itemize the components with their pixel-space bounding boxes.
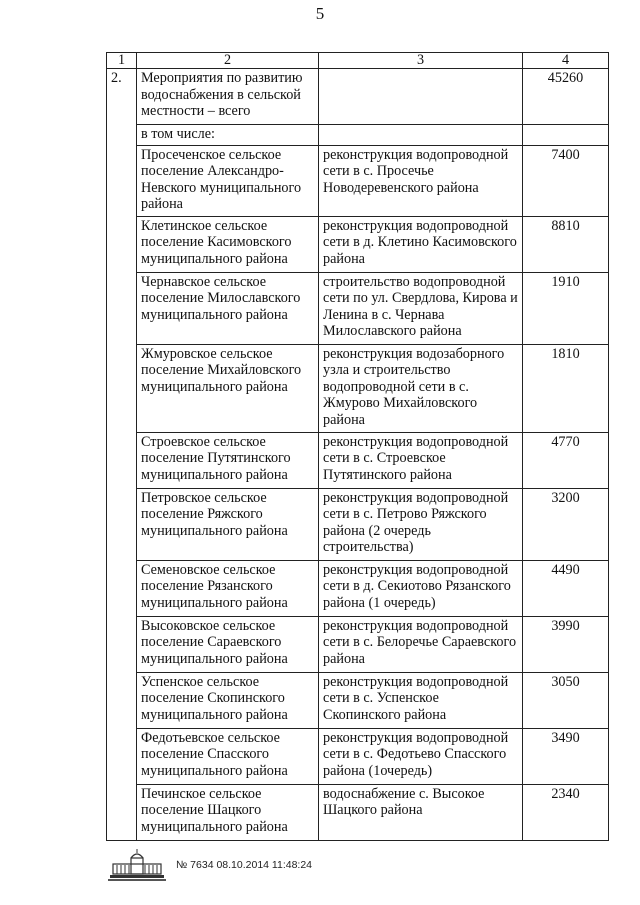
- table-row: [107, 432, 609, 488]
- project-description: реконструкция водопроводной сети в с. Белоречье Сараевского района: [319, 616, 523, 672]
- table-row: [107, 728, 609, 784]
- main-row-amount: 45260: [523, 69, 609, 125]
- project-amount: 1810: [523, 344, 609, 432]
- row-number: 2.: [107, 69, 137, 841]
- main-row-name: Мероприятия по развитию водоснабжения в сельской местности – всего: [137, 69, 319, 125]
- project-amount: 3490: [523, 728, 609, 784]
- page-number: 5: [315, 4, 325, 23]
- project-description: реконструкция водопроводной сети в с. Строевское Путятинского района: [319, 432, 523, 488]
- project-amount: 1910: [523, 272, 609, 344]
- table-row: [107, 784, 609, 840]
- project-amount: 3050: [523, 672, 609, 728]
- header-cell-2: 2: [137, 53, 319, 69]
- header-cell-1: 1: [107, 53, 137, 69]
- project-amount: 7400: [523, 145, 609, 216]
- settlement-name: Успенское сельское поселение Скопинского муниципального района: [137, 672, 319, 728]
- project-description: реконструкция водопроводной сети в с. Просечье Новодеревенского района: [319, 145, 523, 216]
- settlement-name: Федотьевское сельское поселение Спасского муниципального района: [137, 728, 319, 784]
- settlement-name: Строевское сельское поселение Путятинского муниципального района: [137, 432, 319, 488]
- subheader-row: [107, 125, 609, 146]
- table-row: [107, 488, 609, 560]
- subheader-desc-empty: [319, 125, 523, 146]
- government-building-icon: [104, 848, 170, 882]
- settlement-name: Просеченское сельское поселение Александро-Невского муниципального района: [137, 145, 319, 216]
- project-amount: 8810: [523, 216, 609, 272]
- project-amount: 3200: [523, 488, 609, 560]
- table-row: [107, 145, 609, 216]
- settlement-name: Семеновское сельское поселение Рязанского муниципального района: [137, 560, 319, 616]
- project-description: реконструкция водопроводной сети в д. Клетино Касимовского района: [319, 216, 523, 272]
- settlement-name: Жмуровское сельское поселение Михайловского муниципального района: [137, 344, 319, 432]
- funding-table: [106, 52, 609, 841]
- subheader-label: в том числе:: [137, 125, 319, 146]
- table-header-row: [107, 53, 609, 69]
- settlement-name: Петровское сельское поселение Ряжского муниципального района: [137, 488, 319, 560]
- project-amount: 4490: [523, 560, 609, 616]
- settlement-name: Высоковское сельское поселение Сараевского муниципального района: [137, 616, 319, 672]
- project-amount: 4770: [523, 432, 609, 488]
- project-amount: 3990: [523, 616, 609, 672]
- settlement-name: Клетинское сельское поселение Касимовского муниципального района: [137, 216, 319, 272]
- table-row: [107, 344, 609, 432]
- table-row: [107, 216, 609, 272]
- main-row-desc: [319, 69, 523, 125]
- project-description: реконструкция водопроводной сети в д. Секиотово Рязанского района (1 очередь): [319, 560, 523, 616]
- header-cell-4: 4: [523, 53, 609, 69]
- table-row: [107, 272, 609, 344]
- header-cell-3: 3: [319, 53, 523, 69]
- project-description: водоснабжение с. Высокое Шацкого района: [319, 784, 523, 840]
- settlement-name: Печинское сельское поселение Шацкого муниципального района: [137, 784, 319, 840]
- footer: [104, 845, 364, 885]
- subheader-amount-empty: [523, 125, 609, 146]
- project-description: строительство водопроводной сети по ул. Свердлова, Кирова и Ленина в с. Чернава Милославского района: [319, 272, 523, 344]
- main-row: [107, 69, 609, 125]
- project-description: реконструкция водозаборного узла и строительство водопроводной сети в с. Жмурово Михайловского района: [319, 344, 523, 432]
- project-description: реконструкция водопроводной сети в с. Успенское Скопинского района: [319, 672, 523, 728]
- project-description: реконструкция водопроводной сети в с. Петрово Ряжского района (2 очередь строительства): [319, 488, 523, 560]
- document-stamp: № 7634 08.10.2014 11:48:24: [176, 859, 313, 871]
- table-row: [107, 616, 609, 672]
- table-row: [107, 560, 609, 616]
- settlement-name: Чернавское сельское поселение Милославского муниципального района: [137, 272, 319, 344]
- project-description: реконструкция водопроводной сети в с. Федотьево Спасского района (1очередь): [319, 728, 523, 784]
- table-row: [107, 672, 609, 728]
- project-amount: 2340: [523, 784, 609, 840]
